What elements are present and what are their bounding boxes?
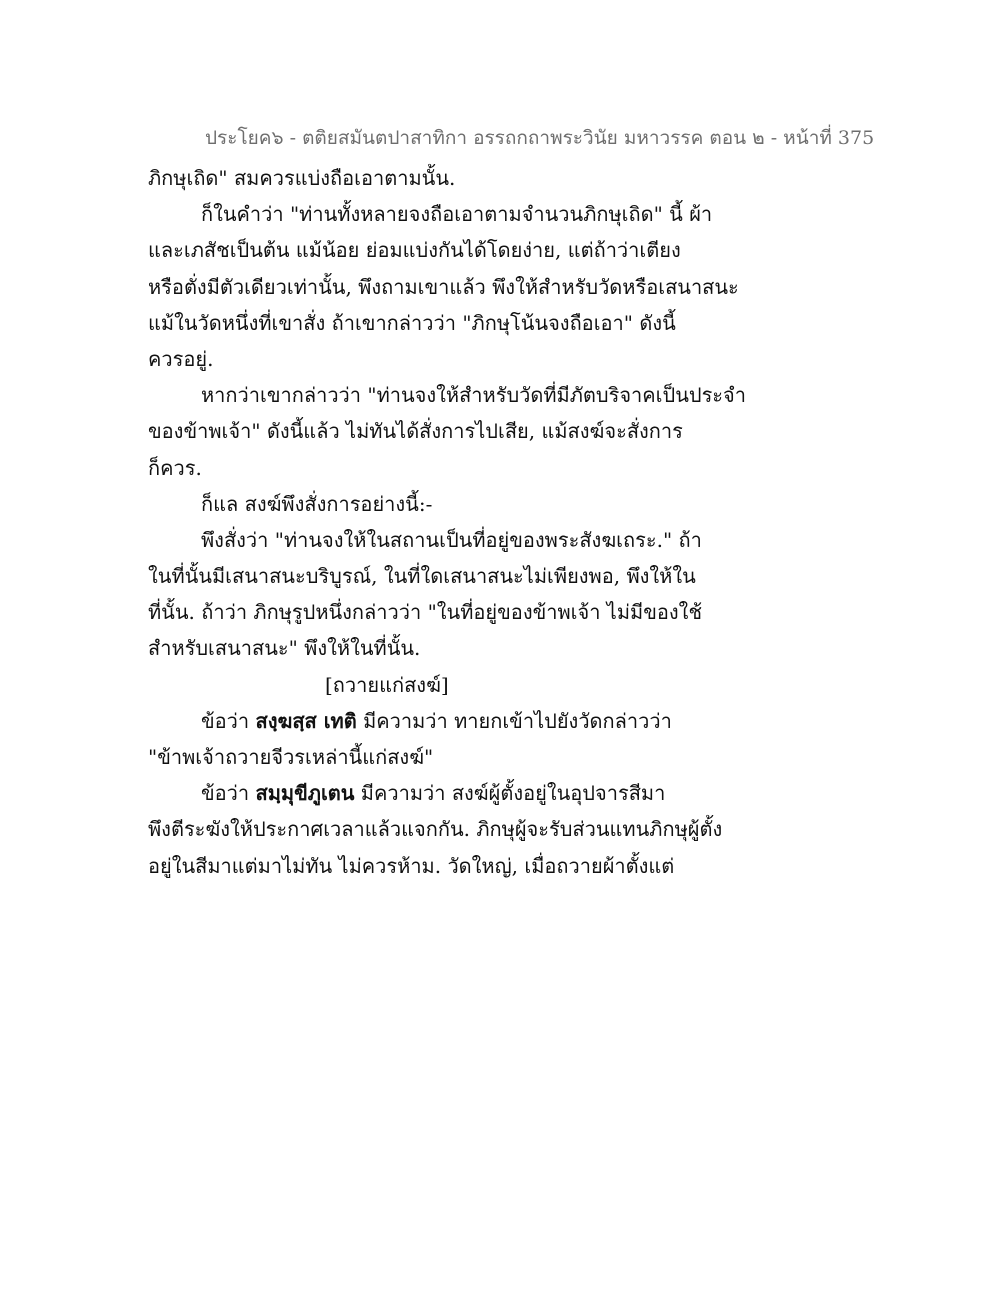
section-heading: [ถวายแก่สงฆ์] [325,672,449,697]
text-line: พึงตีระฆังให้ประกาศเวลาแล้วแจกกัน. ภิกษุผู้จะรับส่วนแทนภิกษุผู้ตั้ง [148,817,723,842]
text-line: หากว่าเขากล่าวว่า "ท่านจงให้สำหรับวัดที่มีภัตบริจาคเป็นประจำ [201,383,746,408]
text-run: ข้อว่า [201,781,256,806]
text-line: สำหรับเสนาสนะ" พึงให้ในที่นั้น. [148,636,421,661]
text-run: มีความว่า สงฆ์ผู้ตั้งอยู่ในอุปจารสีมา [354,781,666,806]
text-line: ก็ควร. [148,455,202,480]
text-line: ที่นั้น. ถ้าว่า ภิกษุรูปหนึ่งกล่าวว่า "ในที่อยู่ของข้าพเจ้า ไม่มีของใช้ [148,600,703,625]
pali-term: สมฺมุขีภูเตน [255,781,355,806]
text-line: "ข้าพเจ้าถวายจีวรเหล่านี้แก่สงฆ์" [148,745,434,769]
running-header: ประโยค๖ - ตติยสมันตปาสาทิกา อรรถกถาพระวินัย มหาวรรค ตอน ๒ - หน้าที่ 375 [205,127,875,149]
text-line: ควรอยู่. [148,346,214,371]
text-line: และเภสัชเป็นต้น แม้น้อย ย่อมแบ่งกันได้โดยง่าย, แต่ถ้าว่าเตียง [148,238,681,263]
text-line: ในที่นั้นมีเสนาสนะบริบูรณ์, ในที่ใดเสนาสนะไม่เพียงพอ, พึงให้ใน [148,564,696,589]
text-line: ก็แล สงฆ์พึงสั่งการอย่างนี้:- [201,491,433,516]
text-line: ภิกษุเถิด" สมควรแบ่งถือเอาตามนั้น. [148,166,456,190]
text-line [148,775,768,811]
text-run: มีความว่า ทายกเข้าไปยังวัดกล่าวว่า [356,708,672,733]
pali-term: สงฺฆสฺส เทติ [255,708,357,733]
text-run: ข้อว่า [201,708,256,733]
text-line: ของข้าพเจ้า" ดังนี้แล้ว ไม่ทันได้สั่งการไปเสีย, แม้สงฆ์จะสั่งการ [148,419,683,444]
text-line: ก็ในคำว่า "ท่านทั้งหลายจงถือเอาตามจำนวนภิกษุเถิด" นี้ ผ้า [201,202,713,227]
text-line: หรือตั่งมีตัวเดียวเท่านั้น, พึงถามเขาแล้ว พึงให้สำหรับวัดหรือเสนาสนะ [148,274,739,299]
text-line [148,703,768,739]
text-line: แม้ในวัดหนึ่งที่เขาสั่ง ถ้าเขากล่าวว่า "ภิกษุโน้นจงถือเอา" ดังนี้ [148,310,676,335]
body-text [148,160,768,884]
text-line: พึงสั่งว่า "ท่านจงให้ในสถานเป็นที่อยู่ของพระสังฆเถระ." ถ้า [201,527,702,552]
text-line: อยู่ในสีมาแต่มาไม่ทัน ไม่ควรห้าม. วัดใหญ่, เมื่อถวายผ้าตั้งแต่ [148,853,675,878]
